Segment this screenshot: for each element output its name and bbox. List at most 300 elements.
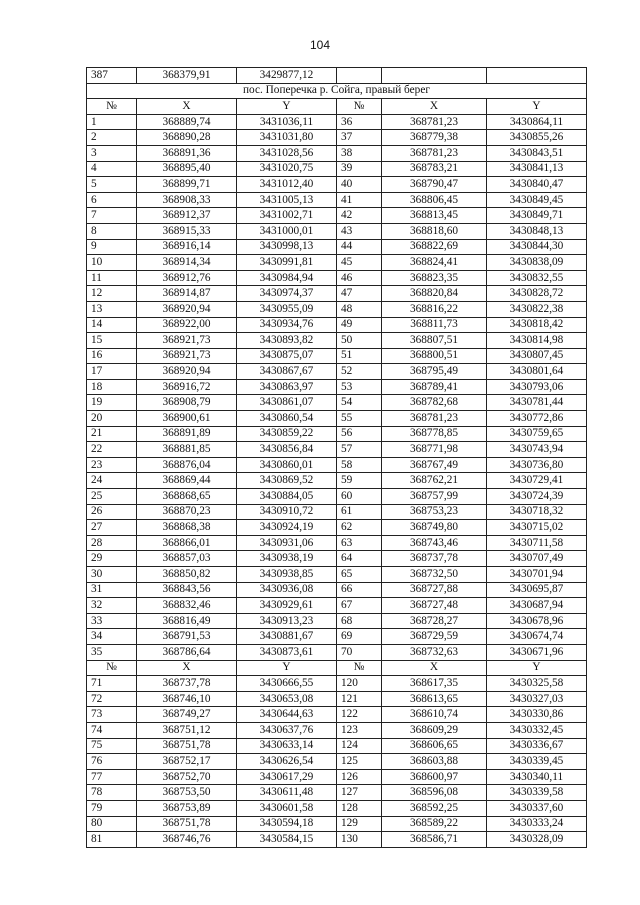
point-number-cell: 3 bbox=[87, 145, 137, 161]
y-coordinate-cell: 3431002,71 bbox=[237, 208, 337, 224]
point-number-cell: 69 bbox=[337, 629, 382, 645]
point-number-cell: 17 bbox=[87, 364, 137, 380]
y-coordinate-cell: 3431036,11 bbox=[237, 114, 337, 130]
x-coordinate-cell: 368920,94 bbox=[137, 364, 237, 380]
y-coordinate-cell: 3430814,98 bbox=[487, 333, 587, 349]
point-number-cell: 124 bbox=[337, 738, 382, 754]
y-coordinate-cell: 3430653,08 bbox=[237, 691, 337, 707]
point-number-cell: 30 bbox=[87, 567, 137, 583]
column-header: № bbox=[87, 660, 137, 676]
column-header: № bbox=[87, 99, 137, 115]
column-header: № bbox=[337, 660, 382, 676]
table-row bbox=[87, 738, 587, 754]
point-number-cell: 13 bbox=[87, 301, 137, 317]
x-coordinate-cell: 368818,60 bbox=[382, 223, 487, 239]
y-coordinate-cell: 3430832,55 bbox=[487, 270, 587, 286]
x-coordinate-cell: 368813,45 bbox=[382, 208, 487, 224]
x-coordinate-cell: 368609,29 bbox=[382, 722, 487, 738]
x-coordinate-cell: 368781,23 bbox=[382, 145, 487, 161]
x-coordinate-cell: 368899,71 bbox=[137, 177, 237, 193]
page-number: 104 bbox=[309, 38, 331, 52]
x-coordinate-cell: 368592,25 bbox=[382, 800, 487, 816]
point-number-cell: 55 bbox=[337, 411, 382, 427]
y-coordinate-cell: 3430633,14 bbox=[237, 738, 337, 754]
y-coordinate-cell: 3430873,61 bbox=[237, 644, 337, 660]
x-coordinate-cell: 368589,22 bbox=[382, 816, 487, 832]
y-coordinate-cell: 3431005,13 bbox=[237, 192, 337, 208]
x-coordinate-cell: 368870,23 bbox=[137, 504, 237, 520]
table-row bbox=[87, 114, 587, 130]
table-row bbox=[87, 364, 587, 380]
x-coordinate-cell: 368762,21 bbox=[382, 473, 487, 489]
table-row bbox=[87, 270, 587, 286]
column-header: № bbox=[337, 99, 382, 115]
y-coordinate-cell: 3430864,11 bbox=[487, 114, 587, 130]
y-coordinate-cell: 3430729,41 bbox=[487, 473, 587, 489]
table-row bbox=[87, 130, 587, 146]
x-coordinate-cell: 368800,51 bbox=[382, 348, 487, 364]
point-number-cell: 14 bbox=[87, 317, 137, 333]
x-coordinate-cell: 368876,04 bbox=[137, 457, 237, 473]
x-coordinate-cell: 368757,99 bbox=[382, 489, 487, 505]
table-row bbox=[87, 598, 587, 614]
point-number-cell: 32 bbox=[87, 598, 137, 614]
y-coordinate-cell: 3430974,37 bbox=[237, 286, 337, 302]
coordinates-table-body bbox=[87, 68, 587, 848]
y-coordinate-cell: 3430848,13 bbox=[487, 223, 587, 239]
table-row bbox=[87, 676, 587, 692]
point-number-cell: 1 bbox=[87, 114, 137, 130]
point-number-cell: 33 bbox=[87, 613, 137, 629]
x-coordinate-cell: 368751,12 bbox=[137, 722, 237, 738]
y-coordinate-cell: 3430594,18 bbox=[237, 816, 337, 832]
x-coordinate-cell: 368820,84 bbox=[382, 286, 487, 302]
x-coordinate-cell: 368891,36 bbox=[137, 145, 237, 161]
x-coordinate-cell: 368746,76 bbox=[137, 832, 237, 848]
point-number-cell: 15 bbox=[87, 333, 137, 349]
y-coordinate-cell: 3430924,19 bbox=[237, 520, 337, 536]
x-coordinate-cell: 368914,87 bbox=[137, 286, 237, 302]
table-row bbox=[87, 192, 587, 208]
table-row bbox=[87, 691, 587, 707]
point-number-cell: 19 bbox=[87, 395, 137, 411]
point-number-cell: 34 bbox=[87, 629, 137, 645]
x-coordinate-cell: 368857,03 bbox=[137, 551, 237, 567]
point-number-cell: 58 bbox=[337, 457, 382, 473]
y-coordinate-cell: 3430711,58 bbox=[487, 535, 587, 551]
table-row bbox=[87, 239, 587, 255]
x-coordinate-cell: 368822,69 bbox=[382, 239, 487, 255]
table-row bbox=[87, 333, 587, 349]
x-coordinate-cell: 368916,14 bbox=[137, 239, 237, 255]
table-row bbox=[87, 348, 587, 364]
point-number-cell: 56 bbox=[337, 426, 382, 442]
column-header: Y bbox=[237, 99, 337, 115]
point-number-cell: 74 bbox=[87, 722, 137, 738]
y-coordinate-cell: 3430875,07 bbox=[237, 348, 337, 364]
x-coordinate-cell: 368869,44 bbox=[137, 473, 237, 489]
table-header-row bbox=[87, 99, 587, 115]
x-coordinate-cell: 368786,64 bbox=[137, 644, 237, 660]
table-row bbox=[87, 629, 587, 645]
point-number-cell: 61 bbox=[337, 504, 382, 520]
x-coordinate-cell: 368843,56 bbox=[137, 582, 237, 598]
point-number-cell: 5 bbox=[87, 177, 137, 193]
y-coordinate-cell: 3430884,05 bbox=[237, 489, 337, 505]
x-coordinate-cell: 368586,71 bbox=[382, 832, 487, 848]
point-number-cell: 40 bbox=[337, 177, 382, 193]
x-coordinate-cell: 368850,82 bbox=[137, 567, 237, 583]
point-number-cell: 11 bbox=[87, 270, 137, 286]
point-number-cell: 29 bbox=[87, 551, 137, 567]
column-header: X bbox=[137, 99, 237, 115]
x-coordinate-cell: 368868,38 bbox=[137, 520, 237, 536]
y-coordinate-cell: 3431028,56 bbox=[237, 145, 337, 161]
point-number-cell: 23 bbox=[87, 457, 137, 473]
x-coordinate-cell: 368606,65 bbox=[382, 738, 487, 754]
x-coordinate-cell: 368791,53 bbox=[137, 629, 237, 645]
point-number-cell: 42 bbox=[337, 208, 382, 224]
point-number-cell: 20 bbox=[87, 411, 137, 427]
y-coordinate-cell bbox=[487, 68, 587, 84]
y-coordinate-cell: 3430328,09 bbox=[487, 832, 587, 848]
y-coordinate-cell: 3430867,67 bbox=[237, 364, 337, 380]
point-number-cell: 39 bbox=[337, 161, 382, 177]
x-coordinate-cell: 368753,50 bbox=[137, 785, 237, 801]
point-number-cell: 130 bbox=[337, 832, 382, 848]
x-coordinate-cell: 368789,41 bbox=[382, 379, 487, 395]
x-coordinate-cell: 368752,70 bbox=[137, 769, 237, 785]
point-number-cell: 44 bbox=[337, 239, 382, 255]
y-coordinate-cell: 3430863,97 bbox=[237, 379, 337, 395]
y-coordinate-cell: 3430849,71 bbox=[487, 208, 587, 224]
y-coordinate-cell: 3430611,48 bbox=[237, 785, 337, 801]
point-number-cell: 18 bbox=[87, 379, 137, 395]
point-number-cell: 43 bbox=[337, 223, 382, 239]
column-header: X bbox=[382, 660, 487, 676]
point-number-cell: 37 bbox=[337, 130, 382, 146]
y-coordinate-cell: 3430929,61 bbox=[237, 598, 337, 614]
y-coordinate-cell: 3430772,86 bbox=[487, 411, 587, 427]
point-number-cell: 67 bbox=[337, 598, 382, 614]
x-coordinate-cell: 368732,50 bbox=[382, 567, 487, 583]
x-coordinate-cell: 368823,35 bbox=[382, 270, 487, 286]
point-number-cell: 4 bbox=[87, 161, 137, 177]
y-coordinate-cell: 3430801,64 bbox=[487, 364, 587, 380]
table-row bbox=[87, 301, 587, 317]
x-coordinate-cell: 368596,08 bbox=[382, 785, 487, 801]
y-coordinate-cell: 3430844,30 bbox=[487, 239, 587, 255]
point-number-cell: 68 bbox=[337, 613, 382, 629]
point-number-cell: 71 bbox=[87, 676, 137, 692]
x-coordinate-cell: 368908,33 bbox=[137, 192, 237, 208]
x-coordinate-cell: 368753,23 bbox=[382, 504, 487, 520]
x-coordinate-cell: 368806,45 bbox=[382, 192, 487, 208]
point-number-cell: 8 bbox=[87, 223, 137, 239]
x-coordinate-cell: 368895,40 bbox=[137, 161, 237, 177]
y-coordinate-cell: 3430838,09 bbox=[487, 255, 587, 271]
y-coordinate-cell: 3430707,49 bbox=[487, 551, 587, 567]
x-coordinate-cell: 368778,85 bbox=[382, 426, 487, 442]
y-coordinate-cell: 3430674,74 bbox=[487, 629, 587, 645]
y-coordinate-cell: 3430781,44 bbox=[487, 395, 587, 411]
table-row bbox=[87, 145, 587, 161]
point-number-cell: 53 bbox=[337, 379, 382, 395]
point-number-cell: 65 bbox=[337, 567, 382, 583]
x-coordinate-cell: 368729,59 bbox=[382, 629, 487, 645]
table-row bbox=[87, 785, 587, 801]
y-coordinate-cell: 3430584,15 bbox=[237, 832, 337, 848]
point-number-cell: 35 bbox=[87, 644, 137, 660]
point-number-cell: 48 bbox=[337, 301, 382, 317]
x-coordinate-cell: 368728,27 bbox=[382, 613, 487, 629]
x-coordinate-cell: 368908,79 bbox=[137, 395, 237, 411]
x-coordinate-cell: 368727,48 bbox=[382, 598, 487, 614]
y-coordinate-cell: 3430860,01 bbox=[237, 457, 337, 473]
table-row bbox=[87, 551, 587, 567]
y-coordinate-cell: 3430601,58 bbox=[237, 800, 337, 816]
x-coordinate-cell: 368781,23 bbox=[382, 114, 487, 130]
column-header: Y bbox=[487, 660, 587, 676]
x-coordinate-cell: 368816,49 bbox=[137, 613, 237, 629]
point-number-cell: 66 bbox=[337, 582, 382, 598]
table-row bbox=[87, 582, 587, 598]
table-row bbox=[87, 769, 587, 785]
x-coordinate-cell: 368751,78 bbox=[137, 738, 237, 754]
y-coordinate-cell: 3430637,76 bbox=[237, 722, 337, 738]
table-row bbox=[87, 754, 587, 770]
x-coordinate-cell: 368824,41 bbox=[382, 255, 487, 271]
point-number-cell: 59 bbox=[337, 473, 382, 489]
coordinates-table bbox=[86, 67, 587, 848]
x-coordinate-cell: 368600,97 bbox=[382, 769, 487, 785]
point-number-cell: 79 bbox=[87, 800, 137, 816]
x-coordinate-cell: 368816,22 bbox=[382, 301, 487, 317]
x-coordinate-cell: 368727,88 bbox=[382, 582, 487, 598]
y-coordinate-cell: 3430841,13 bbox=[487, 161, 587, 177]
x-coordinate-cell: 368751,78 bbox=[137, 816, 237, 832]
column-header: Y bbox=[237, 660, 337, 676]
x-coordinate-cell: 368746,10 bbox=[137, 691, 237, 707]
x-coordinate-cell: 368890,28 bbox=[137, 130, 237, 146]
section-row bbox=[87, 83, 587, 99]
point-number-cell: 24 bbox=[87, 473, 137, 489]
x-coordinate-cell: 368795,49 bbox=[382, 364, 487, 380]
y-coordinate-cell: 3430617,29 bbox=[237, 769, 337, 785]
table-row bbox=[87, 426, 587, 442]
y-coordinate-cell: 3430855,26 bbox=[487, 130, 587, 146]
x-coordinate-cell: 368781,23 bbox=[382, 411, 487, 427]
point-number-cell: 73 bbox=[87, 707, 137, 723]
point-number-cell: 80 bbox=[87, 816, 137, 832]
y-coordinate-cell: 3430337,60 bbox=[487, 800, 587, 816]
x-coordinate-cell: 368617,35 bbox=[382, 676, 487, 692]
x-coordinate-cell: 368912,76 bbox=[137, 270, 237, 286]
y-coordinate-cell: 3430701,94 bbox=[487, 567, 587, 583]
table-row bbox=[87, 177, 587, 193]
y-coordinate-cell: 3430856,84 bbox=[237, 442, 337, 458]
table-row bbox=[87, 68, 587, 84]
x-coordinate-cell: 368767,49 bbox=[382, 457, 487, 473]
y-coordinate-cell: 3430626,54 bbox=[237, 754, 337, 770]
x-coordinate-cell: 368891,89 bbox=[137, 426, 237, 442]
x-coordinate-cell: 368752,17 bbox=[137, 754, 237, 770]
y-coordinate-cell: 3430793,06 bbox=[487, 379, 587, 395]
point-number-cell: 26 bbox=[87, 504, 137, 520]
y-coordinate-cell: 3430325,58 bbox=[487, 676, 587, 692]
table-row bbox=[87, 489, 587, 505]
point-number-cell: 38 bbox=[337, 145, 382, 161]
y-coordinate-cell: 3430955,09 bbox=[237, 301, 337, 317]
point-number-cell: 31 bbox=[87, 582, 137, 598]
y-coordinate-cell: 3431020,75 bbox=[237, 161, 337, 177]
x-coordinate-cell: 368868,65 bbox=[137, 489, 237, 505]
table-row bbox=[87, 520, 587, 536]
point-number-cell bbox=[337, 68, 382, 84]
column-header: Y bbox=[487, 99, 587, 115]
y-coordinate-cell: 3430327,03 bbox=[487, 691, 587, 707]
point-number-cell: 54 bbox=[337, 395, 382, 411]
y-coordinate-cell: 3430936,08 bbox=[237, 582, 337, 598]
point-number-cell: 52 bbox=[337, 364, 382, 380]
y-coordinate-cell: 3430828,72 bbox=[487, 286, 587, 302]
y-coordinate-cell: 3430984,94 bbox=[237, 270, 337, 286]
x-coordinate-cell: 368613,65 bbox=[382, 691, 487, 707]
y-coordinate-cell: 3430678,96 bbox=[487, 613, 587, 629]
x-coordinate-cell: 368603,88 bbox=[382, 754, 487, 770]
y-coordinate-cell: 3430861,07 bbox=[237, 395, 337, 411]
y-coordinate-cell: 3430666,55 bbox=[237, 676, 337, 692]
point-number-cell: 128 bbox=[337, 800, 382, 816]
table-row bbox=[87, 286, 587, 302]
y-coordinate-cell: 3431000,01 bbox=[237, 223, 337, 239]
y-coordinate-cell: 3430332,45 bbox=[487, 722, 587, 738]
point-number-cell: 64 bbox=[337, 551, 382, 567]
x-coordinate-cell: 368921,73 bbox=[137, 333, 237, 349]
y-coordinate-cell: 3430849,45 bbox=[487, 192, 587, 208]
table-row bbox=[87, 411, 587, 427]
y-coordinate-cell: 3430724,39 bbox=[487, 489, 587, 505]
column-header: X bbox=[137, 660, 237, 676]
y-coordinate-cell: 3430910,72 bbox=[237, 504, 337, 520]
point-number-cell: 9 bbox=[87, 239, 137, 255]
table-row bbox=[87, 816, 587, 832]
point-number-cell: 10 bbox=[87, 255, 137, 271]
y-coordinate-cell: 3430859,22 bbox=[237, 426, 337, 442]
x-coordinate-cell: 368737,78 bbox=[137, 676, 237, 692]
y-coordinate-cell: 3430840,47 bbox=[487, 177, 587, 193]
y-coordinate-cell: 3430644,63 bbox=[237, 707, 337, 723]
section-title: пос. Поперечка р. Сойга, правый берег bbox=[87, 83, 587, 99]
point-number-cell: 77 bbox=[87, 769, 137, 785]
table-row bbox=[87, 800, 587, 816]
x-coordinate-cell: 368749,27 bbox=[137, 707, 237, 723]
x-coordinate-cell: 368379,91 bbox=[137, 68, 237, 84]
point-number-cell: 41 bbox=[337, 192, 382, 208]
x-coordinate-cell bbox=[382, 68, 487, 84]
point-number-cell: 46 bbox=[337, 270, 382, 286]
x-coordinate-cell: 368881,85 bbox=[137, 442, 237, 458]
table-row bbox=[87, 255, 587, 271]
y-coordinate-cell: 3430759,65 bbox=[487, 426, 587, 442]
table-row bbox=[87, 395, 587, 411]
x-coordinate-cell: 368807,51 bbox=[382, 333, 487, 349]
x-coordinate-cell: 368922,00 bbox=[137, 317, 237, 333]
table-row bbox=[87, 567, 587, 583]
table-row bbox=[87, 317, 587, 333]
y-coordinate-cell: 3430687,94 bbox=[487, 598, 587, 614]
table-header-row bbox=[87, 660, 587, 676]
point-number-cell: 81 bbox=[87, 832, 137, 848]
x-coordinate-cell: 368889,74 bbox=[137, 114, 237, 130]
x-coordinate-cell: 368790,47 bbox=[382, 177, 487, 193]
y-coordinate-cell: 3430822,38 bbox=[487, 301, 587, 317]
y-coordinate-cell: 3430718,32 bbox=[487, 504, 587, 520]
point-number-cell: 57 bbox=[337, 442, 382, 458]
x-coordinate-cell: 368771,98 bbox=[382, 442, 487, 458]
y-coordinate-cell: 3430340,11 bbox=[487, 769, 587, 785]
y-coordinate-cell: 3430881,67 bbox=[237, 629, 337, 645]
point-number-cell: 75 bbox=[87, 738, 137, 754]
x-coordinate-cell: 368915,33 bbox=[137, 223, 237, 239]
table-row bbox=[87, 161, 587, 177]
point-number-cell: 63 bbox=[337, 535, 382, 551]
point-number-cell: 50 bbox=[337, 333, 382, 349]
point-number-cell: 51 bbox=[337, 348, 382, 364]
x-coordinate-cell: 368749,80 bbox=[382, 520, 487, 536]
table-row bbox=[87, 442, 587, 458]
point-number-cell: 123 bbox=[337, 722, 382, 738]
x-coordinate-cell: 368916,72 bbox=[137, 379, 237, 395]
x-coordinate-cell: 368921,73 bbox=[137, 348, 237, 364]
y-coordinate-cell: 3430736,80 bbox=[487, 457, 587, 473]
x-coordinate-cell: 368783,21 bbox=[382, 161, 487, 177]
table-row bbox=[87, 504, 587, 520]
point-number-cell: 387 bbox=[87, 68, 137, 84]
y-coordinate-cell: 3430938,85 bbox=[237, 567, 337, 583]
point-number-cell: 2 bbox=[87, 130, 137, 146]
y-coordinate-cell: 3430695,87 bbox=[487, 582, 587, 598]
point-number-cell: 126 bbox=[337, 769, 382, 785]
table-row bbox=[87, 535, 587, 551]
table-row bbox=[87, 722, 587, 738]
y-coordinate-cell: 3430938,19 bbox=[237, 551, 337, 567]
point-number-cell: 28 bbox=[87, 535, 137, 551]
table-row bbox=[87, 707, 587, 723]
x-coordinate-cell: 368811,73 bbox=[382, 317, 487, 333]
point-number-cell: 70 bbox=[337, 644, 382, 660]
y-coordinate-cell: 3431031,80 bbox=[237, 130, 337, 146]
x-coordinate-cell: 368900,61 bbox=[137, 411, 237, 427]
table-row bbox=[87, 473, 587, 489]
y-coordinate-cell: 3430330,86 bbox=[487, 707, 587, 723]
y-coordinate-cell: 3430339,58 bbox=[487, 785, 587, 801]
x-coordinate-cell: 368782,68 bbox=[382, 395, 487, 411]
y-coordinate-cell: 3429877,12 bbox=[237, 68, 337, 84]
x-coordinate-cell: 368920,94 bbox=[137, 301, 237, 317]
table-row bbox=[87, 208, 587, 224]
point-number-cell: 62 bbox=[337, 520, 382, 536]
point-number-cell: 12 bbox=[87, 286, 137, 302]
point-number-cell: 78 bbox=[87, 785, 137, 801]
y-coordinate-cell: 3430807,45 bbox=[487, 348, 587, 364]
point-number-cell: 76 bbox=[87, 754, 137, 770]
y-coordinate-cell: 3430913,23 bbox=[237, 613, 337, 629]
y-coordinate-cell: 3430715,02 bbox=[487, 520, 587, 536]
point-number-cell: 21 bbox=[87, 426, 137, 442]
table-row bbox=[87, 223, 587, 239]
table-row bbox=[87, 644, 587, 660]
